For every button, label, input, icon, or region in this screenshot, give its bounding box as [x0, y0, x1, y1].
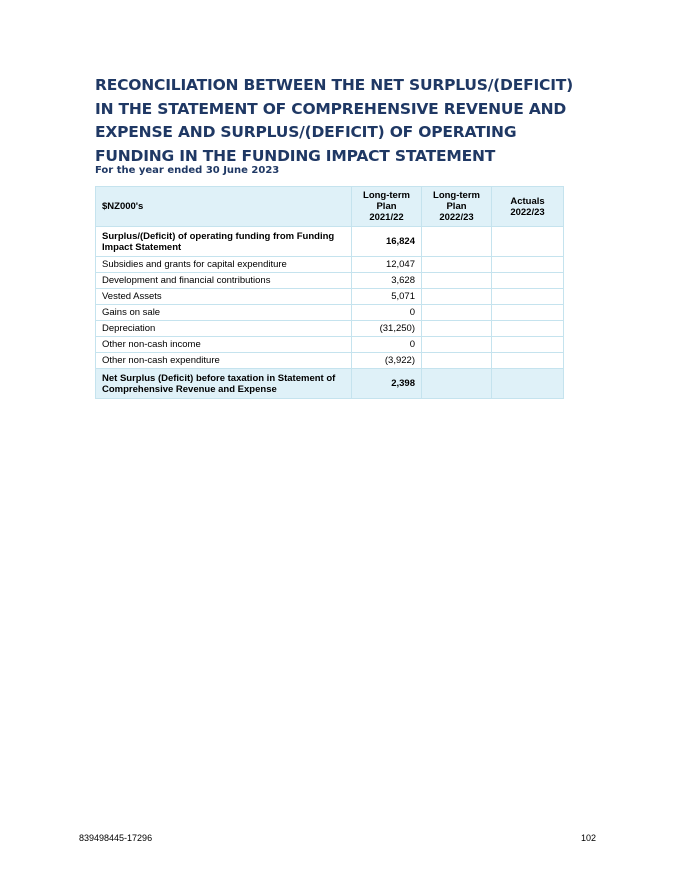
row-actuals-2022-23	[492, 227, 564, 257]
row-plan-2022-23	[422, 305, 492, 321]
row-plan-2022-23	[422, 227, 492, 257]
row-plan-2021-22: 16,824	[352, 227, 422, 257]
row-plan-2021-22: (31,250)	[352, 321, 422, 337]
row-actuals-2022-23	[492, 369, 564, 399]
row-plan-2021-22: 3,628	[352, 273, 422, 289]
row-label: Development and financial contributions	[96, 273, 352, 289]
row-plan-2021-22: (3,922)	[352, 353, 422, 369]
row-label: Subsidies and grants for capital expenditure	[96, 257, 352, 273]
footer-document-id: 839498445-17296	[79, 833, 153, 843]
row-plan-2022-23	[422, 337, 492, 353]
table-header-row	[96, 187, 564, 227]
row-actuals-2022-23	[492, 289, 564, 305]
row-label: Vested Assets	[96, 289, 352, 305]
row-plan-2021-22: 5,071	[352, 289, 422, 305]
header-plan-2021-22: Long-term Plan 2021/22	[352, 187, 422, 227]
page-title: RECONCILIATION BETWEEN THE NET SURPLUS/(DEFICIT) IN THE STATEMENT OF COMPREHENSIVE REVENUE AND EXPENSE AND SURPLUS/(DEFICIT) OF OPERATING FUNDING IN THE FUNDING IMPACT STATEMENT	[95, 76, 574, 165]
table-row	[96, 305, 564, 321]
row-plan-2021-22: 12,047	[352, 257, 422, 273]
row-label: Other non-cash expenditure	[96, 353, 352, 369]
table-row	[96, 321, 564, 337]
row-label: Surplus/(Deficit) of operating funding from Funding Impact Statement	[96, 227, 352, 257]
table-row	[96, 353, 564, 369]
table-row	[96, 289, 564, 305]
row-actuals-2022-23	[492, 353, 564, 369]
row-plan-2021-22: 0	[352, 337, 422, 353]
row-plan-2021-22: 2,398	[352, 369, 422, 399]
table-row	[96, 273, 564, 289]
header-actuals-2022-23: Actuals 2022/23	[492, 187, 564, 227]
row-label: Depreciation	[96, 321, 352, 337]
row-actuals-2022-23	[492, 321, 564, 337]
table-row	[96, 227, 564, 257]
row-plan-2022-23	[422, 369, 492, 399]
row-actuals-2022-23	[492, 305, 564, 321]
row-plan-2022-23	[422, 289, 492, 305]
row-plan-2021-22: 0	[352, 305, 422, 321]
row-plan-2022-23	[422, 353, 492, 369]
row-plan-2022-23	[422, 321, 492, 337]
row-actuals-2022-23	[492, 273, 564, 289]
table-row	[96, 257, 564, 273]
header-plan-2022-23: Long-term Plan 2022/23	[422, 187, 492, 227]
header-label: $NZ000's	[96, 187, 352, 227]
table-row	[96, 337, 564, 353]
row-label: Other non-cash income	[96, 337, 352, 353]
footer-page-number: 102	[580, 833, 596, 843]
row-plan-2022-23	[422, 257, 492, 273]
total-row	[96, 369, 564, 399]
row-actuals-2022-23	[492, 257, 564, 273]
row-plan-2022-23	[422, 273, 492, 289]
row-label: Gains on sale	[96, 305, 352, 321]
page-subtitle: For the year ended 30 June 2023	[95, 165, 280, 176]
row-label: Net Surplus (Deficit) before taxation in Statement of Comprehensive Revenue and Expense	[96, 369, 352, 399]
row-actuals-2022-23	[492, 337, 564, 353]
reconciliation-table	[95, 186, 564, 399]
